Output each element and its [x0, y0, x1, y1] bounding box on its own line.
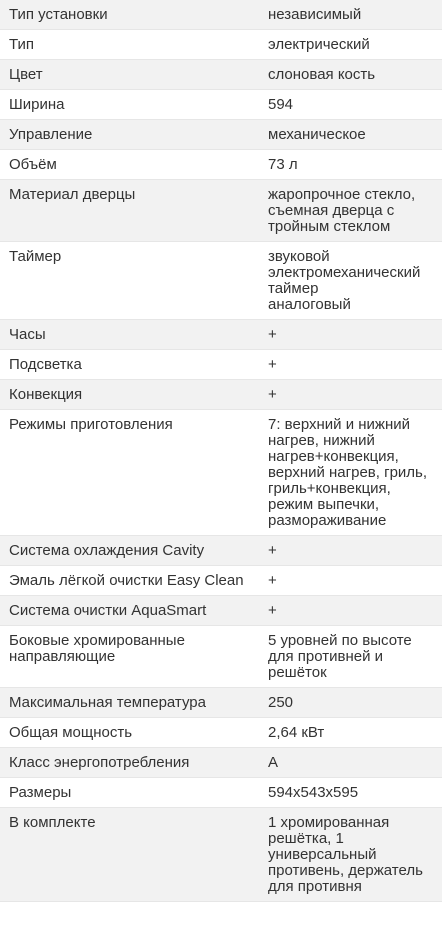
spec-row-lighting [0, 350, 442, 380]
spec-value: звуковой электромеханический таймер аналоговый [261, 242, 442, 320]
spec-value: жаропрочное стекло, съемная дверца с тройным стеклом [261, 180, 442, 242]
spec-value: + [261, 566, 442, 596]
spec-row-cooling-system [0, 536, 442, 566]
spec-value: независимый [261, 0, 442, 30]
spec-value: 250 [261, 688, 442, 718]
spec-row-timer [0, 242, 442, 320]
spec-row-energy-class [0, 748, 442, 778]
spec-label: Цвет [0, 60, 261, 90]
spec-row-clock [0, 320, 442, 350]
spec-value: + [261, 536, 442, 566]
spec-value: + [261, 596, 442, 626]
spec-label: Конвекция [0, 380, 261, 410]
spec-row-aquasmart [0, 596, 442, 626]
spec-label: Система охлаждения Cavity [0, 536, 261, 566]
spec-row-max-temperature [0, 688, 442, 718]
spec-row-dimensions [0, 778, 442, 808]
spec-label: Управление [0, 120, 261, 150]
spec-row-convection [0, 380, 442, 410]
spec-row-easy-clean-enamel [0, 566, 442, 596]
spec-value: 594x543x595 [261, 778, 442, 808]
spec-value: 7: верхний и нижний нагрев, нижний нагрев+конвекция, верхний нагрев, гриль, гриль+конвекция, режим выпечки, размораживание [261, 410, 442, 536]
spec-row-package-contents [0, 808, 442, 902]
spec-value: 1 хромированная решётка, 1 универсальный противень, держатель для противня [261, 808, 442, 902]
spec-value: электрический [261, 30, 442, 60]
spec-label: Эмаль лёгкой очистки Easy Clean [0, 566, 261, 596]
spec-value: + [261, 380, 442, 410]
spec-label: Размеры [0, 778, 261, 808]
spec-row-side-rails [0, 626, 442, 688]
spec-label: Таймер [0, 242, 261, 320]
spec-row-cooking-modes [0, 410, 442, 536]
spec-label: Часы [0, 320, 261, 350]
spec-row-total-power [0, 718, 442, 748]
spec-label: Боковые хромированные направляющие [0, 626, 261, 688]
spec-value: 5 уровней по высоте для противней и решёток [261, 626, 442, 688]
spec-label: В комплекте [0, 808, 261, 902]
spec-value: механическое [261, 120, 442, 150]
spec-label: Тип [0, 30, 261, 60]
spec-value: + [261, 350, 442, 380]
spec-value: A [261, 748, 442, 778]
spec-row-volume [0, 150, 442, 180]
spec-label: Подсветка [0, 350, 261, 380]
spec-row-color [0, 60, 442, 90]
spec-row-width [0, 90, 442, 120]
spec-label: Объём [0, 150, 261, 180]
spec-value: 73 л [261, 150, 442, 180]
spec-label: Система очистки AquaSmart [0, 596, 261, 626]
spec-label: Тип установки [0, 0, 261, 30]
spec-value: 594 [261, 90, 442, 120]
spec-row-installation-type [0, 0, 442, 30]
spec-label: Материал дверцы [0, 180, 261, 242]
spec-label: Режимы приготовления [0, 410, 261, 536]
spec-value: 2,64 кВт [261, 718, 442, 748]
spec-row-type [0, 30, 442, 60]
spec-value: слоновая кость [261, 60, 442, 90]
spec-label: Максимальная температура [0, 688, 261, 718]
spec-row-control [0, 120, 442, 150]
spec-label: Общая мощность [0, 718, 261, 748]
spec-row-door-material [0, 180, 442, 242]
spec-label: Ширина [0, 90, 261, 120]
spec-value: + [261, 320, 442, 350]
spec-label: Класс энергопотребления [0, 748, 261, 778]
